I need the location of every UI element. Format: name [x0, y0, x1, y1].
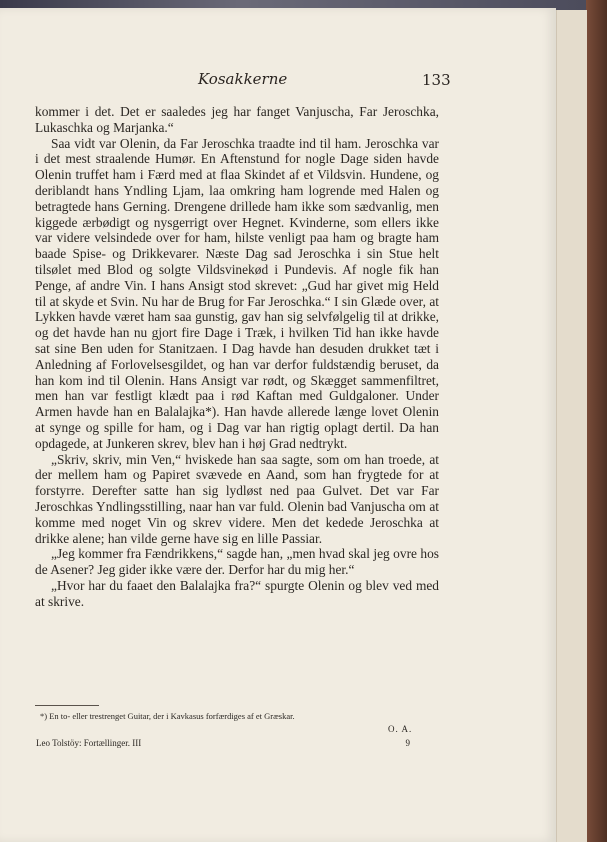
sheet-signature-number: 9	[405, 738, 410, 748]
page-stack-edges	[556, 10, 587, 842]
printer-signature-line	[36, 738, 440, 752]
footnote-signature: O. A.	[388, 724, 413, 734]
book-signature-title: Leo Tolstöy: Fortællinger. III	[36, 738, 142, 748]
book-cover-edge	[586, 0, 607, 842]
footnote-divider	[35, 705, 99, 706]
paragraph: „Jeg kommer fra Fændrikkens,“ sagde han, „men hvad skal jeg ovre hos de Asener? Jeg gider ikke være der. Derfor har du mig her.“	[35, 546, 439, 578]
paragraph: kommer i det. Det er saaledes jeg har fanget Vanjuscha, Far Jeroschka, Lukaschka og Marjanka.“	[35, 104, 439, 135]
footnote: *) En to- eller trestrenget Guitar, der i Kavkasus forfærdiges af et Græskar.	[40, 711, 295, 721]
paragraph: Saa vidt var Olenin, da Far Jeroschka traadte ind til ham. Jeroschka var i det mest straalende Humør. En Aftenstund for nogle Dage siden havde Olenin truffet ham i Færd med at flaa Skindet af et Vildsvin. Hundene, og deriblandt hans Yndling Ljam, laa omkring ham logrende med Halen og betragtede hans Gerning. Drengene drillede ham ikke som sædvanlig, men kiggede ærbødigt og nysgerrigt over Hegnet. Kvinderne, som ellers ikke var videre velsindede over for ham, hilste venligt paa ham og bragte ham baade Spise- og Drikkevarer. Næste Dag sad Jeroschka i sin Stue helt tilsølet med Blod og solgte Vildsvinekød i Pundevis. Af nogle fik han Penge, af andre Vin. I hans Ansigt stod skrevet: „Gud har givet mig Held til at skyde et Svin. Nu har de Brug for Far Jeroschka.“ I sin Glæde over, at Lykken havde været ham saa gunstig, gav han sig selvfølgelig til at drikke, og det havde han nu gjort fire Dage i Træk, i hvilken Tid han ikke havde sat sine Ben uden for Stanitzaen. I Dag havde han desuden drukket tæt i Anledning af Forlovelsesgildet, og han var derfor fuldstændig beruset, da han kom ind til Olenin. Hans Ansigt var rødt, og Skægget sammenfiltret, men han var festligt klædt paa i rød Kaftan med Guldgaloner. Under Armen havde han en Balalajka*). Han havde allerede længe lovet Olenin at synge og spille for ham, og i Dag var han rigtig oplagt dertil. Da han opdagede, at Junkeren skrev, blev han i høj Grad nedtrykt.	[35, 135, 439, 451]
running-head	[36, 70, 451, 90]
running-title: Kosakkerne	[198, 70, 288, 88]
page-number: 133	[422, 71, 451, 89]
paragraph: „Skriv, skriv, min Ven,“ hviskede han saa sagte, som om han troede, at der mellem ham og Papiret svævede en Aand, som han frygtede for at forstyrre. Derefter satte han sig lydløst ned paa Gulvet. Det var Far Jeroschkas Yndlingsstilling, naar han var fuld. Olenin bad Vanjuscha om at komme med noget Vin og skrev videre. Men det kedede Jeroschka at drikke alene; han vilde gerne have sig en lille Passiar.	[35, 451, 439, 546]
body-text	[35, 104, 439, 610]
paragraph: „Hvor har du faaet den Balalajka fra?“ spurgte Olenin og blev ved med at skrive.	[35, 577, 439, 609]
